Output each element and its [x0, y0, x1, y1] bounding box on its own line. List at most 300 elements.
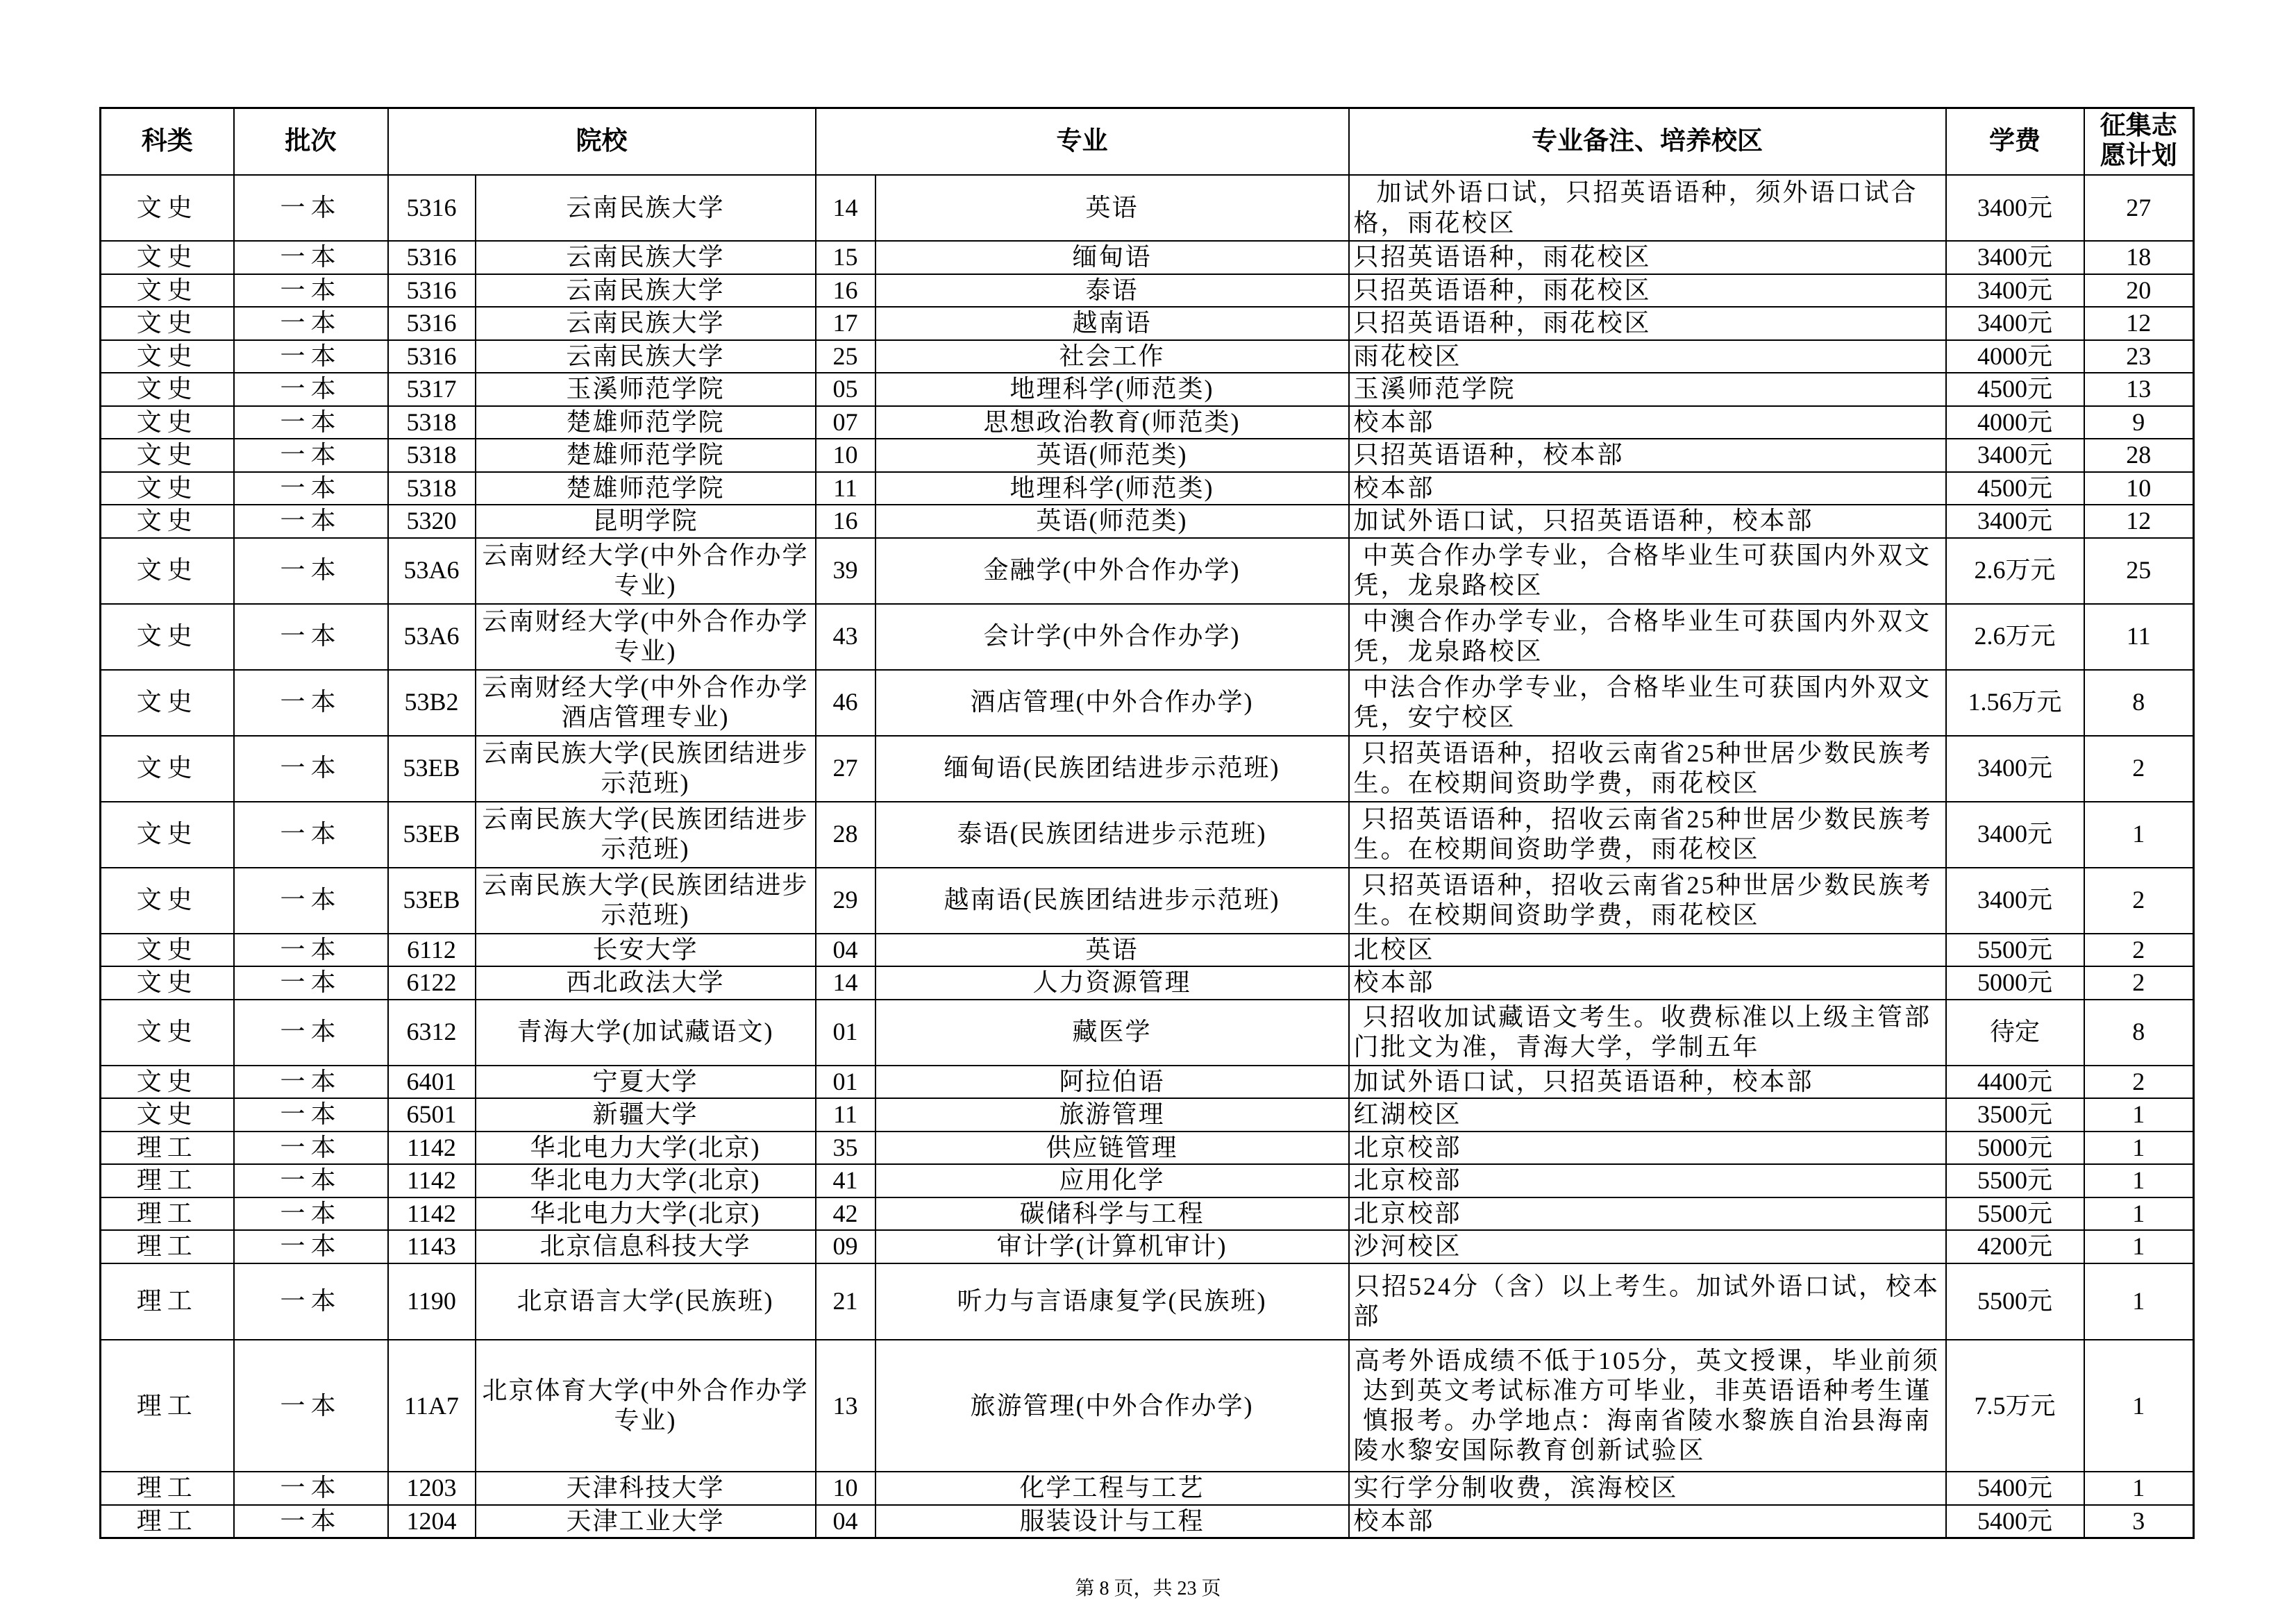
cell-school-name: 华北电力大学(北京): [476, 1197, 816, 1231]
table-row: [101, 1132, 2194, 1165]
cell-major-code: 14: [816, 966, 875, 1000]
cell-fee: 5400元: [1946, 1472, 2084, 1505]
cell-category: 文史: [101, 966, 234, 1000]
cell-major-code: 35: [816, 1132, 875, 1165]
header-plan: [2084, 108, 2194, 176]
cell-note: 北京校部: [1349, 1132, 1946, 1165]
cell-fee: 3400元: [1946, 505, 2084, 538]
table-row: [101, 934, 2194, 967]
cell-category: 理工: [101, 1263, 234, 1340]
table-row: [101, 1340, 2194, 1472]
cell-major-name: 泰语(民族团结进步示范班): [875, 802, 1349, 868]
cell-batch: 一本: [234, 1230, 388, 1263]
cell-major-code: 43: [816, 604, 875, 670]
cell-batch: 一本: [234, 505, 388, 538]
cell-major-name: 社会工作: [875, 340, 1349, 373]
cell-major-name: 英语: [875, 934, 1349, 967]
cell-note: 只招英语语种，校本部: [1349, 439, 1946, 472]
cell-note: 中澳合作办学专业，合格毕业生可获国内外双文凭，龙泉路校区: [1349, 604, 1946, 670]
cell-major-code: 07: [816, 406, 875, 439]
header-fee: 学费: [1946, 108, 2084, 176]
table-row: [101, 1505, 2194, 1538]
cell-school-name: 西北政法大学: [476, 966, 816, 1000]
cell-note: 红湖校区: [1349, 1098, 1946, 1132]
cell-school-name: 云南民族大学(民族团结进步示范班): [476, 736, 816, 802]
cell-fee: 3400元: [1946, 736, 2084, 802]
cell-school-code: 1142: [388, 1197, 476, 1231]
cell-fee: 4000元: [1946, 340, 2084, 373]
cell-note: 只招英语语种，雨花校区: [1349, 241, 1946, 274]
cell-batch: 一本: [234, 934, 388, 967]
cell-fee: 2.6万元: [1946, 604, 2084, 670]
cell-category: 文史: [101, 1066, 234, 1099]
cell-batch: 一本: [234, 1340, 388, 1472]
cell-note: 校本部: [1349, 472, 1946, 505]
cell-category: 文史: [101, 868, 234, 934]
cell-fee: 3400元: [1946, 274, 2084, 308]
table-row: [101, 1230, 2194, 1263]
cell-fee: 3400元: [1946, 802, 2084, 868]
cell-category: 文史: [101, 1000, 234, 1066]
table-row: [101, 241, 2194, 274]
cell-category: 文史: [101, 373, 234, 406]
table-row: [101, 1164, 2194, 1197]
cell-note: 只招英语语种，招收云南省25种世居少数民族考生。在校期间资助学费，雨花校区: [1349, 736, 1946, 802]
cell-fee: 3500元: [1946, 1098, 2084, 1132]
cell-school-name: 楚雄师范学院: [476, 406, 816, 439]
header-school: 院校: [388, 108, 816, 176]
table-row: [101, 1197, 2194, 1231]
cell-batch: 一本: [234, 307, 388, 340]
cell-school-name: 华北电力大学(北京): [476, 1164, 816, 1197]
cell-school-code: 5316: [388, 241, 476, 274]
cell-school-name: 宁夏大学: [476, 1066, 816, 1099]
cell-batch: 一本: [234, 1263, 388, 1340]
cell-category: 理工: [101, 1197, 234, 1231]
cell-major-code: 41: [816, 1164, 875, 1197]
cell-school-code: 5317: [388, 373, 476, 406]
cell-note: 加试外语口试，只招英语语种，校本部: [1349, 1066, 1946, 1099]
cell-plan: 1: [2084, 1230, 2194, 1263]
cell-school-name: 华北电力大学(北京): [476, 1132, 816, 1165]
cell-category: 文史: [101, 1098, 234, 1132]
cell-school-code: 6501: [388, 1098, 476, 1132]
cell-major-code: 15: [816, 241, 875, 274]
cell-major-name: 服装设计与工程: [875, 1505, 1349, 1538]
cell-plan: 1: [2084, 1164, 2194, 1197]
cell-plan: 12: [2084, 307, 2194, 340]
cell-fee: 5500元: [1946, 1164, 2084, 1197]
cell-school-code: 53EB: [388, 802, 476, 868]
cell-school-code: 53B2: [388, 670, 476, 736]
cell-plan: 1: [2084, 1132, 2194, 1165]
cell-major-name: 英语: [875, 175, 1349, 241]
cell-category: 文史: [101, 307, 234, 340]
cell-major-code: 27: [816, 736, 875, 802]
cell-school-name: 天津科技大学: [476, 1472, 816, 1505]
cell-note: 雨花校区: [1349, 340, 1946, 373]
cell-major-code: 46: [816, 670, 875, 736]
cell-fee: 4500元: [1946, 373, 2084, 406]
header-category: 科类: [101, 108, 234, 176]
cell-note: 加试外语口试，只招英语语种，须外语口试合格，雨花校区: [1349, 175, 1946, 241]
cell-note: 实行学分制收费，滨海校区: [1349, 1472, 1946, 1505]
cell-note: 玉溪师范学院: [1349, 373, 1946, 406]
cell-batch: 一本: [234, 1472, 388, 1505]
cell-school-name: 新疆大学: [476, 1098, 816, 1132]
cell-batch: 一本: [234, 1066, 388, 1099]
cell-school-code: 1204: [388, 1505, 476, 1538]
cell-fee: 4400元: [1946, 1066, 2084, 1099]
cell-batch: 一本: [234, 802, 388, 868]
cell-category: 理工: [101, 1505, 234, 1538]
cell-note: 沙河校区: [1349, 1230, 1946, 1263]
cell-major-name: 泰语: [875, 274, 1349, 308]
cell-category: 理工: [101, 1164, 234, 1197]
cell-plan: 27: [2084, 175, 2194, 241]
cell-major-code: 11: [816, 1098, 875, 1132]
cell-batch: 一本: [234, 340, 388, 373]
cell-plan: 8: [2084, 670, 2194, 736]
cell-category: 文史: [101, 175, 234, 241]
table-row: [101, 736, 2194, 802]
cell-major-name: 会计学(中外合作办学): [875, 604, 1349, 670]
table-row: [101, 604, 2194, 670]
cell-school-name: 北京语言大学(民族班): [476, 1263, 816, 1340]
header-batch: 批次: [234, 108, 388, 176]
table-row: [101, 340, 2194, 373]
cell-school-name: 北京体育大学(中外合作办学专业): [476, 1340, 816, 1472]
cell-school-code: 1203: [388, 1472, 476, 1505]
cell-plan: 8: [2084, 1000, 2194, 1066]
cell-major-name: 人力资源管理: [875, 966, 1349, 1000]
cell-major-code: 13: [816, 1340, 875, 1472]
cell-school-name: 青海大学(加试藏语文): [476, 1000, 816, 1066]
cell-major-code: 04: [816, 1505, 875, 1538]
cell-category: 文史: [101, 472, 234, 505]
cell-fee: 5500元: [1946, 1197, 2084, 1231]
cell-fee: 1.56万元: [1946, 670, 2084, 736]
cell-major-code: 28: [816, 802, 875, 868]
cell-major-code: 05: [816, 373, 875, 406]
cell-batch: 一本: [234, 241, 388, 274]
header-plan-label: 征集志愿计划: [2100, 112, 2177, 170]
cell-plan: 23: [2084, 340, 2194, 373]
cell-plan: 2: [2084, 934, 2194, 967]
table-row: [101, 1263, 2194, 1340]
cell-school-code: 53EB: [388, 736, 476, 802]
header-major: 专业: [816, 108, 1349, 176]
cell-note: 中法合作办学专业，合格毕业生可获国内外双文凭，安宁校区: [1349, 670, 1946, 736]
cell-major-name: 越南语: [875, 307, 1349, 340]
header-row: [101, 108, 2194, 176]
cell-note: 北京校部: [1349, 1164, 1946, 1197]
cell-category: 理工: [101, 1340, 234, 1472]
cell-major-name: 应用化学: [875, 1164, 1349, 1197]
cell-plan: 3: [2084, 1505, 2194, 1538]
cell-school-code: 1142: [388, 1132, 476, 1165]
table-row: [101, 966, 2194, 1000]
cell-major-name: 藏医学: [875, 1000, 1349, 1066]
cell-note: 加试外语口试，只招英语语种，校本部: [1349, 505, 1946, 538]
cell-fee: 待定: [1946, 1000, 2084, 1066]
cell-batch: 一本: [234, 736, 388, 802]
cell-school-code: 5318: [388, 439, 476, 472]
cell-note: 校本部: [1349, 406, 1946, 439]
table-row: [101, 538, 2194, 604]
table-row: [101, 1066, 2194, 1099]
cell-school-code: 1190: [388, 1263, 476, 1340]
cell-batch: 一本: [234, 966, 388, 1000]
cell-fee: 4500元: [1946, 472, 2084, 505]
cell-plan: 2: [2084, 966, 2194, 1000]
cell-school-code: 5316: [388, 175, 476, 241]
cell-school-name: 云南民族大学(民族团结进步示范班): [476, 802, 816, 868]
cell-plan: 18: [2084, 241, 2194, 274]
cell-fee: 4000元: [1946, 406, 2084, 439]
cell-note: 高考外语成绩不低于105分，英文授课，毕业前须达到英文考试标准方可毕业，非英语语种考生谨慎报考。办学地点：海南省陵水黎族自治县海南陵水黎安国际教育创新试验区: [1349, 1340, 1946, 1472]
cell-school-name: 玉溪师范学院: [476, 373, 816, 406]
cell-major-name: 化学工程与工艺: [875, 1472, 1349, 1505]
cell-fee: 3400元: [1946, 241, 2084, 274]
cell-school-name: 天津工业大学: [476, 1505, 816, 1538]
cell-batch: 一本: [234, 406, 388, 439]
cell-note: 北校区: [1349, 934, 1946, 967]
cell-school-code: 5318: [388, 472, 476, 505]
cell-major-name: 地理科学(师范类): [875, 373, 1349, 406]
cell-batch: 一本: [234, 604, 388, 670]
cell-school-code: 5316: [388, 274, 476, 308]
cell-major-code: 16: [816, 274, 875, 308]
cell-batch: 一本: [234, 1000, 388, 1066]
cell-category: 文史: [101, 802, 234, 868]
cell-school-name: 云南民族大学: [476, 175, 816, 241]
cell-plan: 28: [2084, 439, 2194, 472]
cell-plan: 13: [2084, 373, 2194, 406]
cell-note: 只招英语语种，招收云南省25种世居少数民族考生。在校期间资助学费，雨花校区: [1349, 868, 1946, 934]
cell-major-name: 酒店管理(中外合作办学): [875, 670, 1349, 736]
cell-school-code: 11A7: [388, 1340, 476, 1472]
cell-school-name: 长安大学: [476, 934, 816, 967]
cell-plan: 1: [2084, 1098, 2194, 1132]
cell-major-name: 地理科学(师范类): [875, 472, 1349, 505]
cell-batch: 一本: [234, 472, 388, 505]
table-row: [101, 802, 2194, 868]
cell-major-name: 英语(师范类): [875, 439, 1349, 472]
cell-batch: 一本: [234, 1197, 388, 1231]
table-row: [101, 406, 2194, 439]
cell-note: 只招英语语种，雨花校区: [1349, 307, 1946, 340]
cell-plan: 2: [2084, 1066, 2194, 1099]
cell-category: 理工: [101, 1472, 234, 1505]
cell-plan: 11: [2084, 604, 2194, 670]
cell-school-code: 1142: [388, 1164, 476, 1197]
cell-plan: 2: [2084, 868, 2194, 934]
cell-major-name: 缅甸语: [875, 241, 1349, 274]
cell-major-name: 听力与言语康复学(民族班): [875, 1263, 1349, 1340]
cell-major-code: 01: [816, 1066, 875, 1099]
cell-school-name: 云南民族大学: [476, 340, 816, 373]
cell-note: 只招英语语种，雨花校区: [1349, 274, 1946, 308]
cell-plan: 25: [2084, 538, 2194, 604]
cell-major-name: 供应链管理: [875, 1132, 1349, 1165]
cell-school-code: 53EB: [388, 868, 476, 934]
cell-school-code: 53A6: [388, 538, 476, 604]
cell-school-name: 楚雄师范学院: [476, 439, 816, 472]
cell-category: 文史: [101, 505, 234, 538]
cell-category: 文史: [101, 736, 234, 802]
cell-fee: 3400元: [1946, 439, 2084, 472]
table-row: [101, 868, 2194, 934]
cell-fee: 3400元: [1946, 307, 2084, 340]
cell-school-name: 云南民族大学: [476, 307, 816, 340]
cell-major-name: 缅甸语(民族团结进步示范班): [875, 736, 1349, 802]
cell-note: 只招524分（含）以上考生。加试外语口试，校本部: [1349, 1263, 1946, 1340]
cell-category: 文史: [101, 274, 234, 308]
cell-major-code: 25: [816, 340, 875, 373]
cell-fee: 5500元: [1946, 1263, 2084, 1340]
cell-fee: 5400元: [1946, 1505, 2084, 1538]
cell-school-code: 6122: [388, 966, 476, 1000]
cell-major-name: 阿拉伯语: [875, 1066, 1349, 1099]
cell-plan: 1: [2084, 1472, 2194, 1505]
cell-school-code: 6401: [388, 1066, 476, 1099]
admission-plan-table: [99, 107, 2195, 1539]
cell-fee: 5000元: [1946, 966, 2084, 1000]
cell-major-name: 审计学(计算机审计): [875, 1230, 1349, 1263]
table-header: [101, 108, 2194, 176]
cell-major-code: 10: [816, 439, 875, 472]
cell-major-code: 09: [816, 1230, 875, 1263]
cell-plan: 10: [2084, 472, 2194, 505]
cell-note: 只招收加试藏语文考生。收费标准以上级主管部门批文为准，青海大学，学制五年: [1349, 1000, 1946, 1066]
cell-school-code: 5316: [388, 340, 476, 373]
table-body: [101, 175, 2194, 1538]
cell-batch: 一本: [234, 538, 388, 604]
cell-fee: 2.6万元: [1946, 538, 2084, 604]
cell-school-code: 5318: [388, 406, 476, 439]
table-row: [101, 373, 2194, 406]
cell-category: 文史: [101, 439, 234, 472]
table-row: [101, 1472, 2194, 1505]
cell-batch: 一本: [234, 868, 388, 934]
cell-fee: 3400元: [1946, 868, 2084, 934]
cell-school-name: 云南民族大学: [476, 241, 816, 274]
table-row: [101, 1000, 2194, 1066]
cell-note: 只招英语语种，招收云南省25种世居少数民族考生。在校期间资助学费，雨花校区: [1349, 802, 1946, 868]
cell-note: 中英合作办学专业，合格毕业生可获国内外双文凭，龙泉路校区: [1349, 538, 1946, 604]
cell-major-name: 碳储科学与工程: [875, 1197, 1349, 1231]
cell-major-code: 29: [816, 868, 875, 934]
cell-plan: 20: [2084, 274, 2194, 308]
cell-school-code: 1143: [388, 1230, 476, 1263]
table-row: [101, 175, 2194, 241]
cell-note: 校本部: [1349, 1505, 1946, 1538]
cell-fee: 3400元: [1946, 175, 2084, 241]
cell-note: 校本部: [1349, 966, 1946, 1000]
cell-school-name: 云南民族大学(民族团结进步示范班): [476, 868, 816, 934]
cell-school-code: 6112: [388, 934, 476, 967]
cell-major-name: 越南语(民族团结进步示范班): [875, 868, 1349, 934]
cell-plan: 9: [2084, 406, 2194, 439]
cell-school-code: 5316: [388, 307, 476, 340]
cell-category: 文史: [101, 934, 234, 967]
cell-plan: 1: [2084, 1197, 2194, 1231]
cell-major-name: 思想政治教育(师范类): [875, 406, 1349, 439]
cell-fee: 5500元: [1946, 934, 2084, 967]
cell-major-code: 11: [816, 472, 875, 505]
cell-school-code: 6312: [388, 1000, 476, 1066]
cell-plan: 12: [2084, 505, 2194, 538]
cell-fee: 5000元: [1946, 1132, 2084, 1165]
cell-school-name: 云南民族大学: [476, 274, 816, 308]
cell-major-code: 21: [816, 1263, 875, 1340]
cell-school-name: 云南财经大学(中外合作办学专业): [476, 604, 816, 670]
cell-major-name: 英语(师范类): [875, 505, 1349, 538]
cell-major-name: 金融学(中外合作办学): [875, 538, 1349, 604]
cell-plan: 2: [2084, 736, 2194, 802]
table-row: [101, 1098, 2194, 1132]
cell-major-name: 旅游管理: [875, 1098, 1349, 1132]
cell-category: 文史: [101, 340, 234, 373]
cell-major-code: 14: [816, 175, 875, 241]
cell-school-name: 楚雄师范学院: [476, 472, 816, 505]
header-note: 专业备注、培养校区: [1349, 108, 1946, 176]
cell-major-code: 10: [816, 1472, 875, 1505]
cell-major-code: 39: [816, 538, 875, 604]
cell-fee: 7.5万元: [1946, 1340, 2084, 1472]
cell-plan: 1: [2084, 802, 2194, 868]
table-row: [101, 472, 2194, 505]
cell-category: 文史: [101, 670, 234, 736]
cell-batch: 一本: [234, 274, 388, 308]
cell-school-code: 53A6: [388, 604, 476, 670]
cell-plan: 1: [2084, 1263, 2194, 1340]
cell-batch: 一本: [234, 1164, 388, 1197]
cell-batch: 一本: [234, 670, 388, 736]
cell-batch: 一本: [234, 175, 388, 241]
cell-school-name: 云南财经大学(中外合作办学专业): [476, 538, 816, 604]
table-row: [101, 670, 2194, 736]
cell-major-code: 16: [816, 505, 875, 538]
cell-category: 理工: [101, 1132, 234, 1165]
cell-batch: 一本: [234, 439, 388, 472]
cell-batch: 一本: [234, 1132, 388, 1165]
table-row: [101, 505, 2194, 538]
table-row: [101, 274, 2194, 308]
cell-category: 文史: [101, 241, 234, 274]
cell-major-code: 01: [816, 1000, 875, 1066]
cell-major-code: 17: [816, 307, 875, 340]
cell-major-code: 42: [816, 1197, 875, 1231]
cell-plan: 1: [2084, 1340, 2194, 1472]
cell-school-name: 昆明学院: [476, 505, 816, 538]
page-number: 第 8 页，共 23 页: [1075, 1578, 1221, 1599]
cell-school-code: 5320: [388, 505, 476, 538]
cell-school-name: 北京信息科技大学: [476, 1230, 816, 1263]
table-row: [101, 307, 2194, 340]
cell-category: 文史: [101, 604, 234, 670]
cell-category: 文史: [101, 538, 234, 604]
cell-category: 理工: [101, 1230, 234, 1263]
cell-batch: 一本: [234, 1505, 388, 1538]
table-row: [101, 439, 2194, 472]
cell-major-code: 04: [816, 934, 875, 967]
cell-fee: 4200元: [1946, 1230, 2084, 1263]
cell-note: 北京校部: [1349, 1197, 1946, 1231]
cell-category: 文史: [101, 406, 234, 439]
cell-batch: 一本: [234, 1098, 388, 1132]
